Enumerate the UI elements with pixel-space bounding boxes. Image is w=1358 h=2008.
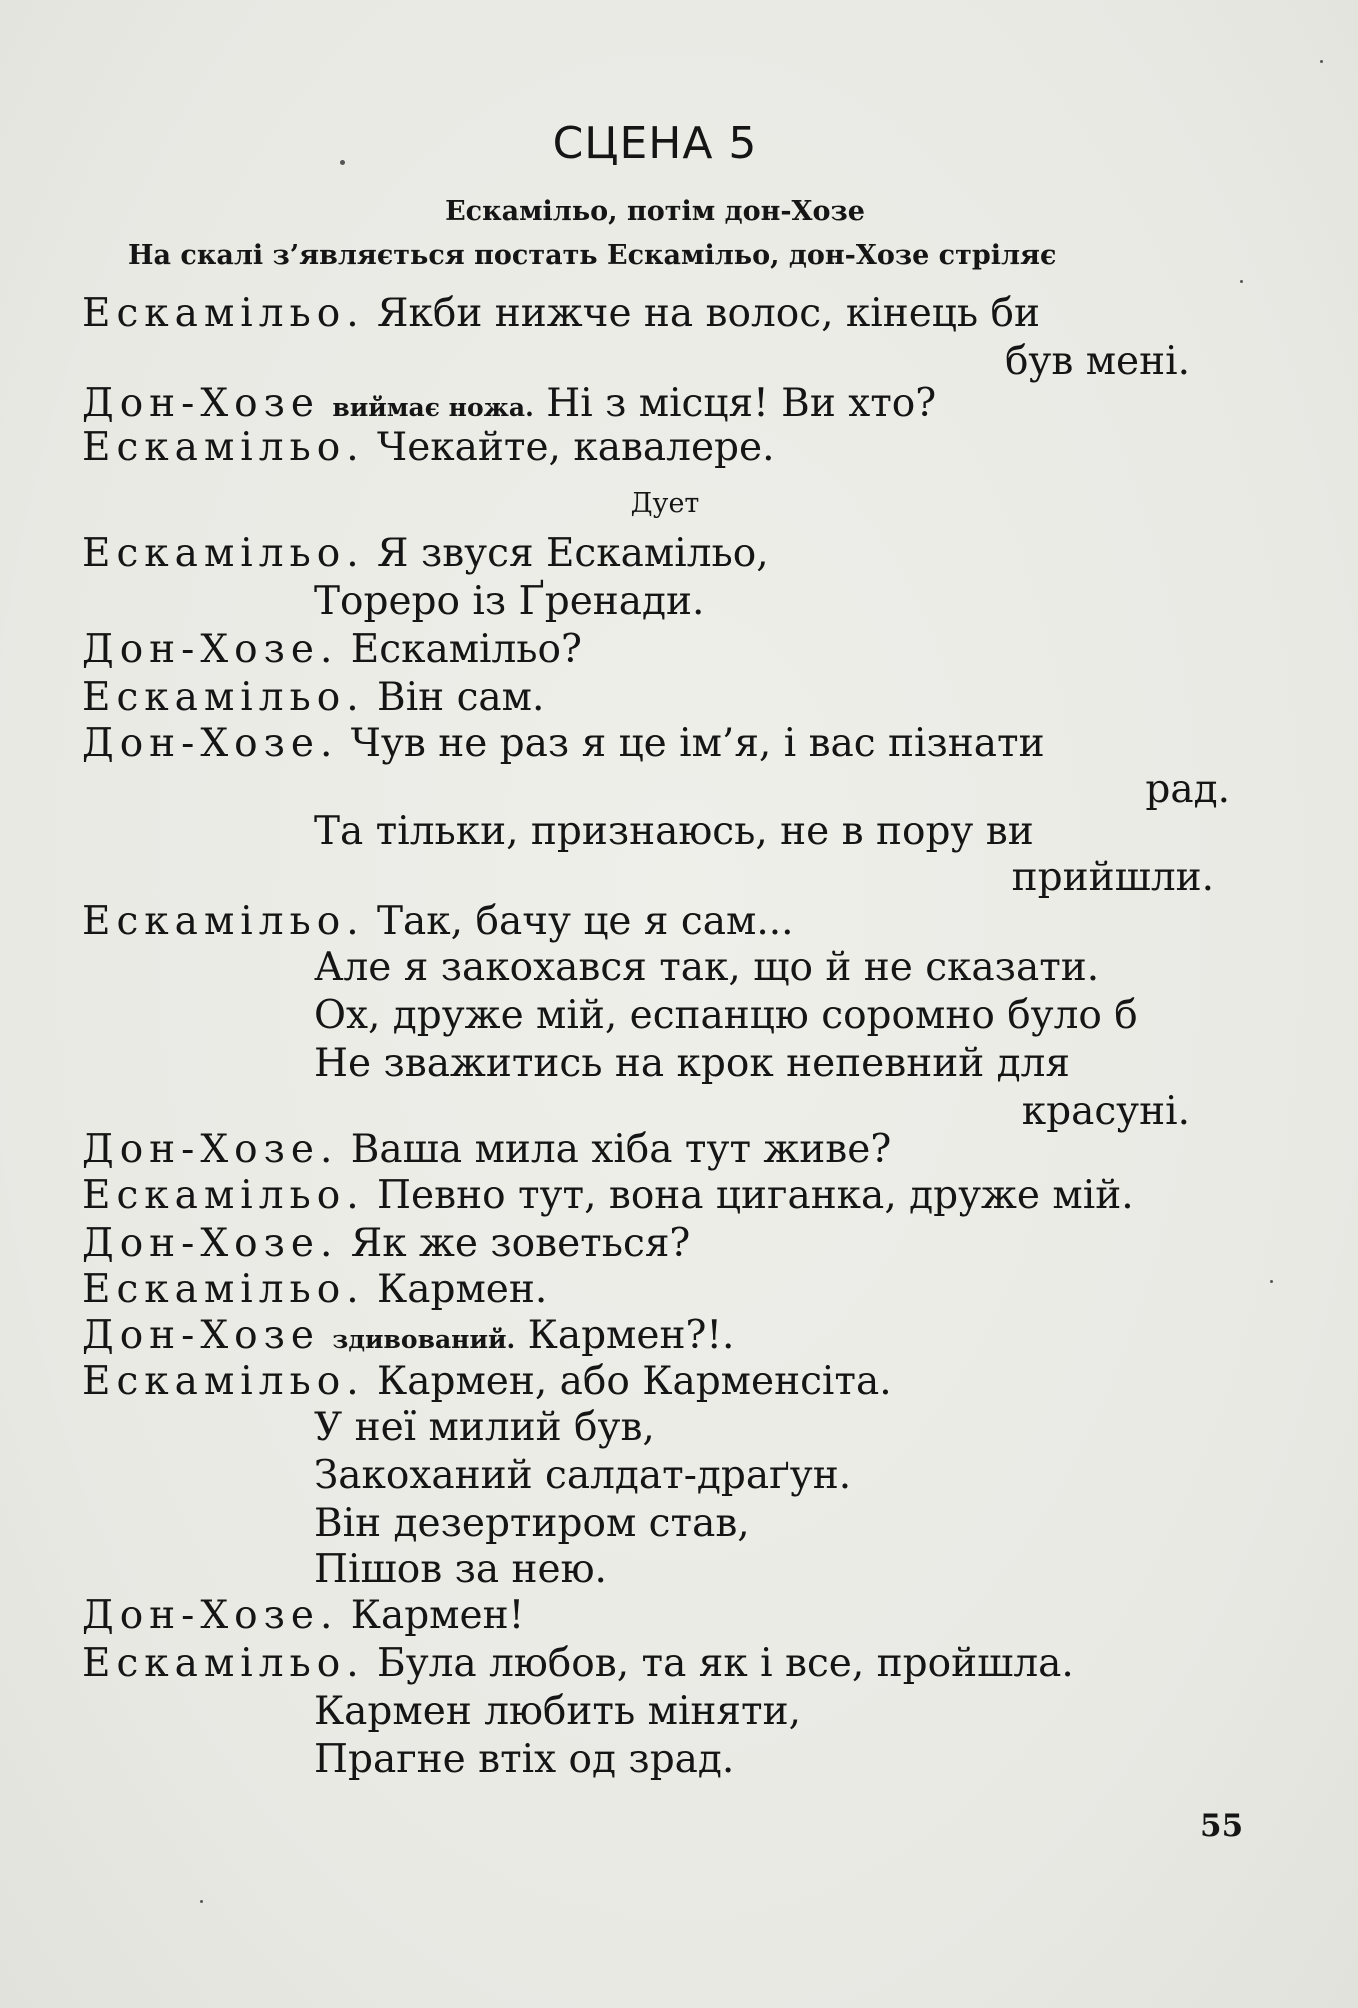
dialogue-line [82,1312,1242,1364]
dialogue-line [82,1640,1242,1688]
dialogue-text: Кармен?!. [527,1313,735,1358]
verse-line: Та тільки, признаюсь, не в пору ви [314,809,1034,854]
verse-line: Закоханий салдат-драґун. [314,1453,852,1498]
speaker-name: Дон-Хозе. [82,721,339,766]
speaker-name: Ескамільо. [82,1359,365,1404]
dialogue-line [82,898,1242,946]
speaker-name: Ескамільо. [82,1641,365,1686]
dialogue-text: Чув не раз я це ім’я, і вас пізнати [350,721,1045,766]
dialogue-text: Кармен, або Карменсіта. [377,1359,892,1404]
dialogue-text: Кармен! [350,1593,525,1638]
verse-line: Не зважитись на крок непевний для [314,1041,1070,1086]
dialogue-line [82,1172,1242,1220]
dialogue-line [82,674,1242,722]
dialogue-text: рад. [1145,767,1230,812]
speaker-name: Ескамільо. [82,291,365,336]
dialogue-text: Так, бачу це я сам... [377,899,794,944]
dialogue-line [82,1126,1242,1174]
stage-remark: здивований. [332,1325,516,1354]
speaker-name: Дон-Хозе. [82,1221,339,1266]
speaker-name: Ескамільо. [82,425,365,470]
dialogue-line [82,290,1242,338]
verse-line: Але я закохався так, що й не сказати. [314,945,1100,990]
dialogue-line [82,530,1242,578]
paper-speck [1320,60,1323,63]
paper-speck [1270,1280,1273,1283]
paper-speck [340,160,345,165]
dialogue-text: Він сам. [377,675,545,720]
speaker-name: Ескамільо. [82,1267,365,1312]
dialogue-line [82,424,1242,472]
verse-line: Кармен любить міняти, [314,1689,801,1734]
dialogue-text: Якби нижче на волос, кінець би [377,291,1040,336]
dialogue-text: Була любов, та як і все, пройшла. [377,1641,1074,1686]
dialogue-continuation [82,338,1190,386]
stage-direction: На скалі з’являється постать Ескамільо, дон-Хозе стріляє [128,240,1057,271]
verse-line: Ох, друже мій, еспанцю соромно було б [314,993,1138,1038]
speaker-name: Ескамільо. [82,899,365,944]
dialogue-text: прийшли. [1011,855,1214,900]
dialogue-text: Ні з місця! Ви хто? [546,381,937,426]
page-number: 55 [1200,1808,1244,1844]
verse-line: Пішов за нею. [314,1547,607,1592]
verse-line: Прагне втіх од зрад. [314,1737,735,1782]
verse-line: У неї милий був, [314,1405,655,1450]
dialogue-text: Ескамільо? [350,627,582,672]
dialogue-text: Кармен. [377,1267,548,1312]
paper-speck [1240,280,1243,283]
speaker-name: Дон-Хозе [82,381,320,426]
dialogue-continuation [82,766,1230,814]
dialogue-continuation [82,854,1214,902]
speaker-name: Дон-Хозе. [82,627,339,672]
dialogue-line [82,1592,1242,1640]
scene-title: СЦЕНА 5 [552,118,758,169]
speaker-name: Ескамільо. [82,1173,365,1218]
dialogue-line [82,626,1242,674]
dialogue-text: Я звуся Ескамільо, [377,531,769,576]
verse-line: Він дезертиром став, [314,1501,750,1546]
paper-speck [200,1900,203,1903]
speaker-name: Ескамільо. [82,531,365,576]
speaker-name: Дон-Хозе. [82,1593,339,1638]
dialogue-line [82,1266,1242,1314]
dialogue-line [82,720,1242,768]
dialogue-line [82,1220,1242,1268]
dialogue-text: Ваша мила хіба тут живе? [350,1127,892,1172]
stage-remark: виймає ножа. [332,393,534,422]
dialogue-text: був мені. [1004,339,1190,384]
scene-characters: Ескамільо, потім дон-Хозе [445,196,865,227]
dialogue-line [82,1358,1242,1406]
speaker-name: Дон-Хозе. [82,1127,339,1172]
verse-line: Тореро із Ґренади. [314,579,705,624]
speaker-name: Дон-Хозе [82,1313,320,1358]
dialogue-text: Певно тут, вона циганка, друже мій. [377,1173,1134,1218]
speaker-name: Ескамільо. [82,675,365,720]
section-label-duet: Дует [630,488,700,519]
dialogue-text: красуні. [1021,1089,1190,1134]
dialogue-text: Як же зоветься? [350,1221,691,1266]
dialogue-text: Чекайте, кавалере. [377,425,775,470]
